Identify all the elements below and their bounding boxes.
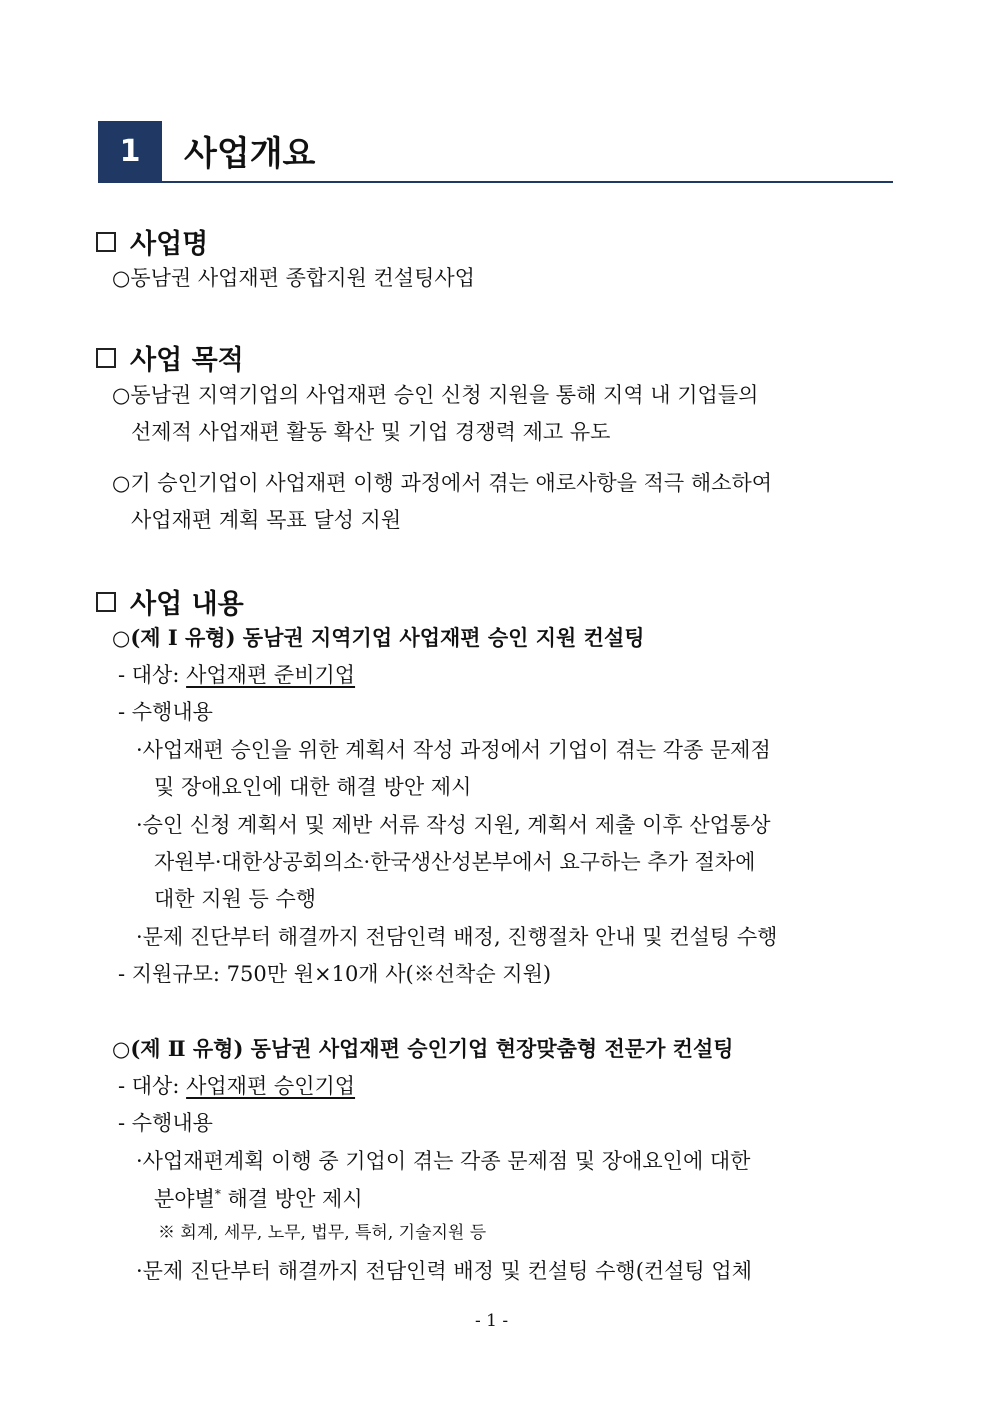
checkbox-square-icon [96, 348, 116, 368]
section-heading-text: 사업 목적 [130, 345, 244, 376]
checkbox-square-icon [96, 232, 116, 252]
chapter-number: 1 [98, 121, 162, 182]
purpose-item-2-line-2: 사업재편 계획 목표 달성 지원 [131, 508, 402, 532]
purpose-item-2-line-1: ○기 승인기업이 사업재편 이행 과정에서 겪는 애로사항을 적극 해소하여 [112, 471, 773, 495]
type1-target-value: 사업재편 준비기업 [186, 663, 356, 687]
type2-work-label: - 수행내용 [118, 1111, 213, 1135]
type2-field-word: 분야별 [154, 1187, 215, 1211]
section-heading-text: 사업 내용 [130, 589, 244, 620]
type1-bullet-1-line-1: ·사업재편 승인을 위한 계획서 작성 과정에서 기업이 겪는 각종 문제점 [136, 738, 771, 762]
type2-footnote: ※ 회계, 세무, 노무, 법무, 특허, 기술지원 등 [158, 1223, 487, 1243]
chapter-divider [98, 181, 893, 183]
type2-bullet-1-rest: 해결 방안 제시 [220, 1187, 363, 1211]
type2-bullet-2: ·문제 진단부터 해결까지 전담인력 배정 및 컨설팅 수행(컨설팅 업체 [136, 1259, 752, 1283]
footnote-marker: * [214, 1187, 221, 1201]
chapter-title: 사업개요 [184, 134, 316, 174]
purpose-item-1-line-1: ○동남권 지역기업의 사업재편 승인 신청 지원을 통해 지역 내 기업들의 [112, 383, 759, 407]
type1-target-label: - 대상: [118, 663, 187, 687]
type1-bullet-1-line-2: 및 장애요인에 대한 해결 방안 제시 [154, 775, 472, 799]
type2-bullet-1-line-2 [154, 1188, 363, 1210]
type1-work-label: - 수행내용 [118, 700, 213, 724]
type2-bullet-1-line-1: ·사업재편계획 이행 중 기업이 겪는 각종 문제점 및 장애요인에 대한 [136, 1149, 751, 1173]
section-heading-content [96, 582, 244, 621]
page-number: - 1 - [475, 1311, 509, 1331]
business-name-item: ○동남권 사업재편 종합지원 컨설팅사업 [112, 266, 475, 290]
type1-bullet-2-line-3: 대한 지원 등 수행 [154, 887, 317, 911]
type1-title: ○(제 Ⅰ 유형) 동남권 지역기업 사업재편 승인 지원 컨설팅 [112, 625, 645, 650]
section-heading-purpose [96, 338, 244, 377]
type1-bullet-2-line-2: 자원부·대한상공회의소·한국생산성본부에서 요구하는 추가 절차에 [154, 850, 756, 874]
type1-bullet-2-line-1: ·승인 신청 계획서 및 제반 서류 작성 지원, 계획서 제출 이후 산업통상 [136, 813, 771, 837]
type2-target-value: 사업재편 승인기업 [186, 1074, 356, 1098]
type2-target [118, 1076, 355, 1097]
type1-bullet-3: ·문제 진단부터 해결까지 전담인력 배정, 진행절차 안내 및 컨설팅 수행 [136, 925, 778, 949]
section-heading-business-name [96, 222, 208, 261]
section-heading-text: 사업명 [130, 229, 209, 260]
type2-target-label: - 대상: [118, 1074, 187, 1098]
purpose-item-1-line-2: 선제적 사업재편 활동 확산 및 기업 경쟁력 제고 유도 [131, 420, 611, 444]
type1-scale: - 지원규모: 750만 원×10개 사(※선착순 지원) [118, 962, 552, 986]
checkbox-square-icon [96, 592, 116, 612]
type1-target [118, 665, 355, 686]
type2-title: ○(제 Ⅱ 유형) 동남권 사업재편 승인기업 현장맞춤형 전문가 컨설팅 [112, 1036, 734, 1061]
